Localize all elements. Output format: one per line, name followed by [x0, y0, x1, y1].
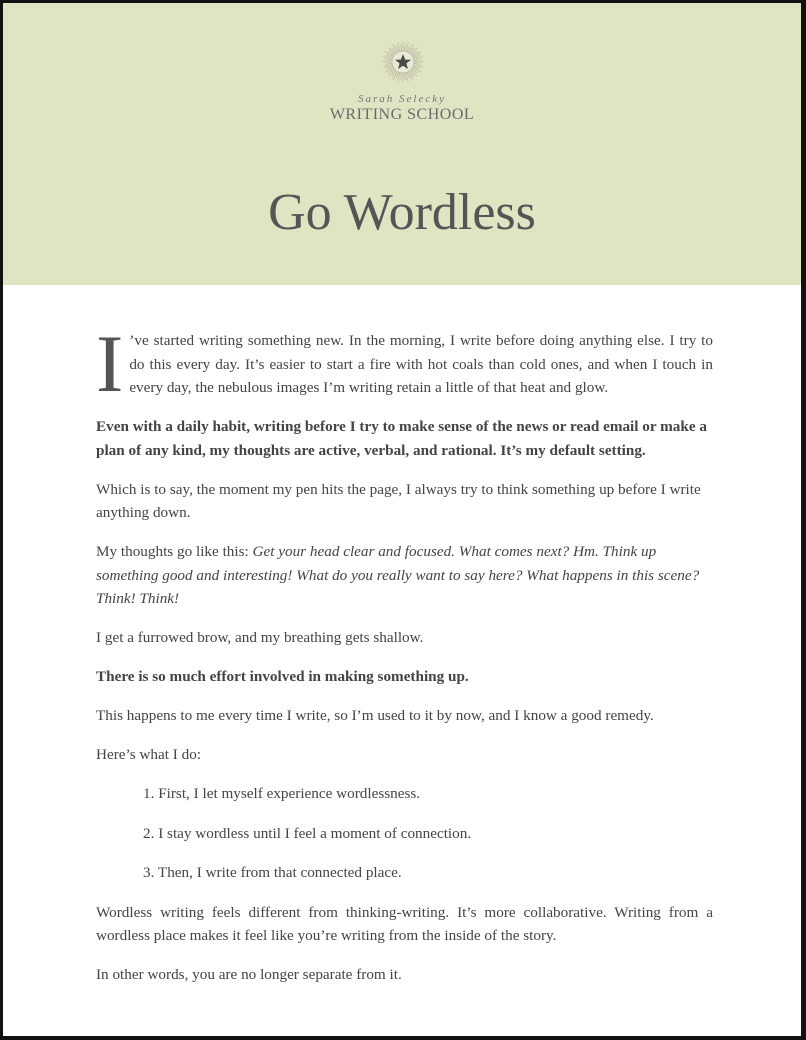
article-body — [96, 318, 713, 1002]
logo-ray — [385, 63, 392, 64]
paragraph — [96, 318, 713, 409]
paragraph-text: My thoughts go like this: — [96, 543, 253, 560]
paragraph: This happens to me every time I write, so I’m used to it by now, and I know a good remedy. — [96, 707, 654, 724]
paragraph-italic: Get your head clear and focused. What comes next? Hm. Think up something good and interesting! What do you really want to say here? What happens in this scene? Think! Think! — [96, 543, 700, 607]
paragraph: Which is to say, the moment my pen hits the page, I always try to think something up before I write anything down. — [96, 480, 701, 521]
logo-ray — [385, 60, 392, 61]
logo-ray — [401, 73, 402, 80]
star-burst-icon — [382, 41, 424, 83]
paragraph-bold: Even with a daily habit, writing before I try to make sense of the news or read email or make a plan of any kind, my thoughts are active, verbal, and rational. It’s my default setting. — [96, 418, 707, 459]
paragraph-text: ’ve started writing something new. In the morning, I write before doing anything else. I try to do this every day. It’s easier to start a fire with hot coals than cold ones, and when I touch in every day, the nebulous images I’m writing retain a little of that heat and glow. — [129, 332, 713, 396]
paragraph: Wordless writing feels different from thinking-writing. It’s more collaborative. Writing from a wordless place makes it feel like you’re writing from the inside of the story. — [96, 903, 713, 944]
logo-ray — [414, 60, 421, 61]
paragraph — [96, 540, 713, 611]
document-page — [3, 3, 801, 1036]
paragraph-bold: There is so much effort involved in making something up. — [96, 668, 469, 685]
header-banner — [3, 3, 801, 285]
list-item: 1. First, I let myself experience wordlessness. — [143, 785, 421, 802]
logo-ray — [404, 44, 405, 51]
logo-ray — [404, 73, 405, 80]
paragraph: I get a furrowed brow, and my breathing gets shallow. — [96, 629, 424, 646]
brand-name: Sarah Selecky — [358, 93, 446, 105]
steps-list — [96, 782, 713, 885]
paragraph: Here’s what I do: — [96, 746, 202, 763]
list-item: 3. Then, I write from that connected place. — [143, 864, 402, 881]
brand-school: WRITING SCHOOL — [329, 106, 475, 123]
list-item: 2. I stay wordless until I feel a moment of connection. — [143, 824, 472, 842]
page-title: Go Wordless — [268, 184, 536, 241]
logo-ray — [401, 44, 402, 51]
logo-ray — [414, 63, 421, 64]
drop-cap: I — [96, 318, 124, 409]
paragraph: In other words, you are no longer separate from it. — [96, 966, 402, 983]
